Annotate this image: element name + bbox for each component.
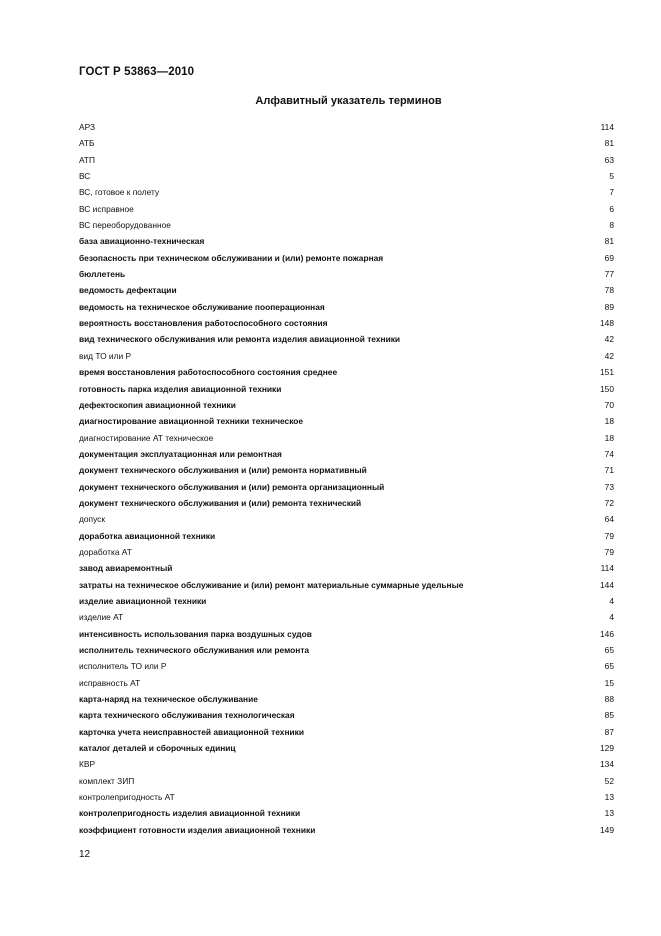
- index-term: каталог деталей и сборочных единиц: [79, 743, 236, 754]
- index-term: диагностирование АТ техническое: [79, 432, 214, 443]
- index-page-ref: 42: [604, 350, 614, 361]
- index-page-ref: 85: [604, 710, 614, 721]
- index-page-ref: 87: [604, 726, 614, 737]
- index-term: изделие АТ: [79, 612, 124, 623]
- index-term: исполнитель технического обслуживания или ремонта: [79, 645, 310, 655]
- index-term: безопасность при техническом обслуживании и (или) ремонте пожарная: [79, 252, 384, 263]
- index-term: карточка учета неисправностей авиационной техники: [79, 726, 304, 737]
- index-entry: [79, 184, 614, 200]
- index-page-ref: 8: [609, 220, 614, 231]
- index-page-ref: 114: [600, 563, 614, 574]
- index-entry: [79, 250, 614, 266]
- index-page-ref: 5: [609, 171, 614, 182]
- index-page-ref: 52: [604, 775, 614, 786]
- index-entry: [79, 233, 614, 249]
- index-entry: [79, 822, 614, 838]
- index-term: АТБ: [79, 138, 95, 149]
- index-term: карта-наряд на техническое обслуживание: [79, 694, 258, 705]
- index-page-ref: 71: [604, 465, 614, 476]
- index-term: доработка авиационной техники: [79, 530, 216, 541]
- index-page-ref: 146: [600, 628, 614, 639]
- index-entry: [79, 707, 614, 723]
- index-entry: [79, 593, 614, 609]
- index-entry: [79, 135, 614, 151]
- index-term: дефектоскопия авиационной техники: [79, 399, 236, 410]
- index-term: АРЗ: [79, 122, 96, 132]
- index-page-ref: 79: [604, 530, 614, 541]
- index-page-ref: 42: [604, 334, 614, 345]
- index-entry: [79, 201, 614, 217]
- index-entry: [79, 756, 614, 772]
- index-entry: [79, 691, 614, 707]
- index-page-ref: 72: [604, 497, 614, 508]
- index-entry: [79, 462, 614, 478]
- index-page-ref: 89: [604, 301, 614, 312]
- term-index: [79, 119, 614, 838]
- index-entry: [79, 479, 614, 495]
- index-term: доработка АТ: [79, 546, 132, 557]
- index-page-ref: 7: [609, 187, 614, 198]
- index-page-ref: 6: [609, 203, 614, 214]
- index-term: исполнитель ТО или Р: [79, 661, 167, 672]
- index-entry: [79, 119, 614, 135]
- index-entry: [79, 642, 614, 658]
- index-entry: [79, 217, 614, 233]
- index-term: вид технического обслуживания или ремонта изделия авиационной техники: [79, 334, 401, 345]
- index-page-ref: 4: [609, 612, 614, 623]
- index-term: ВС: [79, 171, 91, 182]
- index-entry: [79, 381, 614, 397]
- index-page-ref: 63: [604, 154, 614, 165]
- index-page-ref: 65: [604, 645, 614, 655]
- index-page-ref: 78: [604, 285, 614, 296]
- index-term: вид ТО или Р: [79, 350, 132, 361]
- index-entry: [79, 626, 614, 642]
- index-entry: [79, 282, 614, 298]
- index-term: допуск: [79, 514, 106, 525]
- index-page-ref: 144: [600, 579, 614, 590]
- index-entry: [79, 805, 614, 821]
- index-term: ведомость на техническое обслуживание пооперационная: [79, 301, 325, 312]
- index-entry: [79, 740, 614, 756]
- index-term: карта технического обслуживания технологическая: [79, 710, 295, 721]
- index-entry: [79, 168, 614, 184]
- index-entry: [79, 560, 614, 576]
- index-page-ref: 148: [600, 318, 614, 329]
- index-entry: [79, 348, 614, 364]
- standard-designation: ГОСТ Р 53863—2010: [79, 66, 195, 78]
- index-term: контролепригодность изделия авиационной техники: [79, 808, 301, 819]
- index-term: коэффициент готовности изделия авиационной техники: [79, 824, 316, 835]
- index-entry: [79, 413, 614, 429]
- index-page-ref: 129: [600, 743, 614, 754]
- index-page-ref: 18: [604, 432, 614, 443]
- index-entry: [79, 789, 614, 805]
- index-term: готовность парка изделия авиационной техники: [79, 383, 282, 394]
- index-term: КВР: [79, 759, 96, 770]
- index-entry: [79, 364, 614, 380]
- index-entry: [79, 299, 614, 315]
- index-term: затраты на техническое обслуживание и (или) ремонт материальные суммарные удельные: [79, 579, 464, 590]
- index-term: ВС переоборудованное: [79, 220, 171, 231]
- index-page-ref: 73: [604, 481, 614, 492]
- index-term: ВС исправное: [79, 203, 134, 214]
- index-entry: [79, 397, 614, 413]
- index-term: документ технического обслуживания и (или) ремонта нормативный: [79, 465, 367, 476]
- index-heading: Алфавитный указатель терминов: [255, 95, 442, 107]
- index-page-ref: 114: [600, 122, 614, 132]
- index-page-ref: 69: [604, 252, 614, 263]
- index-page-ref: 70: [604, 399, 614, 410]
- index-entry: [79, 331, 614, 347]
- index-entry: [79, 511, 614, 527]
- index-term: ведомость дефектации: [79, 285, 177, 296]
- index-page-ref: 81: [604, 138, 614, 149]
- index-page-ref: 77: [604, 269, 614, 280]
- index-term: АТП: [79, 154, 96, 165]
- index-entry: [79, 152, 614, 168]
- index-page-ref: 134: [600, 759, 614, 770]
- index-page-ref: 64: [604, 514, 614, 525]
- index-entry: [79, 528, 614, 544]
- index-term: изделие авиационной техники: [79, 595, 207, 606]
- index-term: исправность АТ: [79, 677, 141, 688]
- index-page-ref: 149: [600, 824, 614, 835]
- index-term: документ технического обслуживания и (или) ремонта организационный: [79, 481, 385, 492]
- index-entry: [79, 430, 614, 446]
- index-page-ref: 13: [604, 808, 614, 819]
- index-entry: [79, 315, 614, 331]
- index-term: вероятность восстановления работоспособного состояния: [79, 318, 328, 329]
- index-entry: [79, 266, 614, 282]
- index-term: документация эксплуатационная или ремонтная: [79, 448, 282, 459]
- index-term: комплект ЗИП: [79, 775, 135, 786]
- index-page-ref: 88: [604, 694, 614, 705]
- index-term: диагностирование авиационной техники техническое: [79, 416, 304, 427]
- index-term: контролепригодность АТ: [79, 792, 175, 803]
- index-entry: [79, 495, 614, 511]
- index-page-ref: 74: [604, 448, 614, 459]
- page-number: 12: [79, 849, 91, 860]
- index-term: время восстановления работоспособного состояния среднее: [79, 367, 338, 378]
- index-entry: [79, 658, 614, 674]
- index-page-ref: 4: [609, 595, 614, 606]
- index-page-ref: 13: [604, 792, 614, 803]
- index-entry: [79, 544, 614, 560]
- index-entry: [79, 773, 614, 789]
- index-entry: [79, 577, 614, 593]
- index-term: ВС, готовое к полету: [79, 187, 160, 198]
- index-page-ref: 150: [600, 383, 614, 394]
- index-page-ref: 15: [604, 677, 614, 688]
- index-entry: [79, 724, 614, 740]
- index-entry: [79, 609, 614, 625]
- index-page-ref: 65: [604, 661, 614, 672]
- index-entry: [79, 675, 614, 691]
- index-page-ref: 18: [604, 416, 614, 427]
- index-term: бюллетень: [79, 269, 126, 280]
- index-page-ref: 79: [604, 546, 614, 557]
- index-page-ref: 81: [604, 236, 614, 247]
- index-term: документ технического обслуживания и (или) ремонта технический: [79, 497, 362, 508]
- index-page-ref: 151: [600, 367, 614, 378]
- index-term: интенсивность использования парка воздушных судов: [79, 628, 312, 639]
- index-term: завод авиаремонтный: [79, 563, 173, 574]
- index-term: база авиационно-техническая: [79, 236, 205, 247]
- index-entry: [79, 446, 614, 462]
